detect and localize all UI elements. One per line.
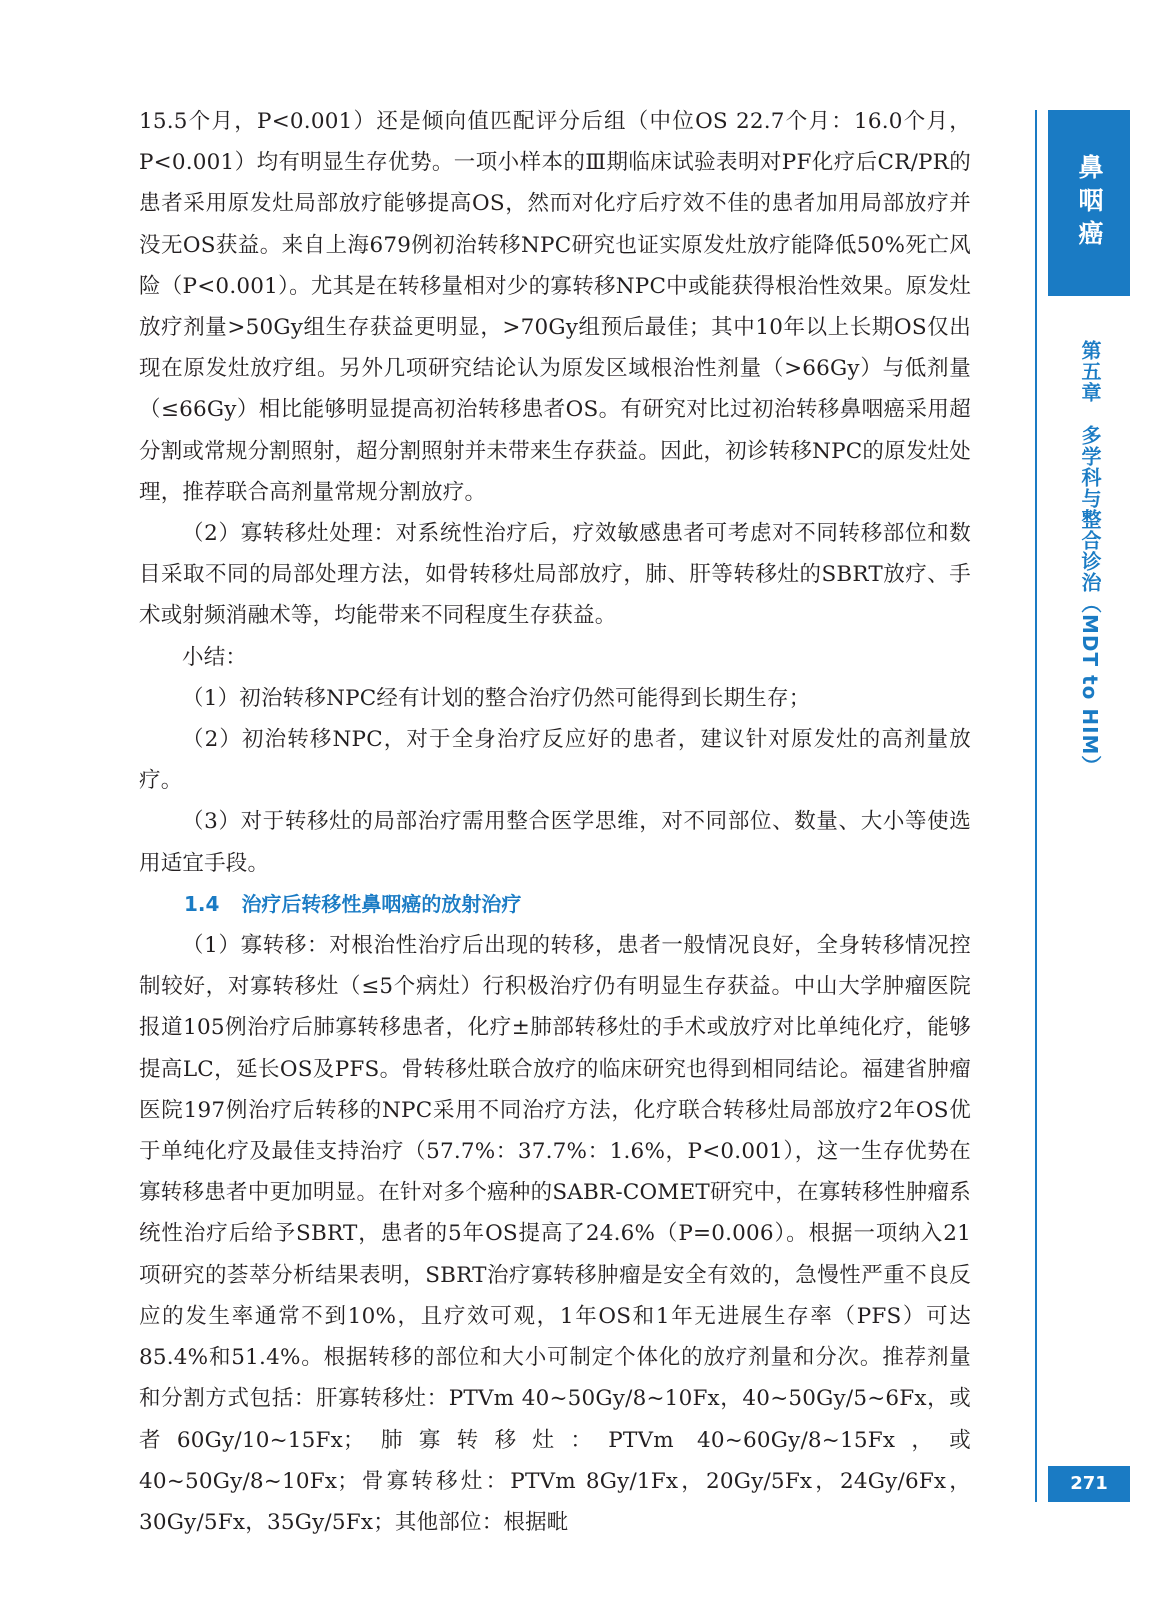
page-body [139,101,971,1543]
chapter-number: 第五章 [1078,340,1102,403]
book-title: 鼻咽癌 [1075,153,1104,253]
chapter-title: 多学科与整合诊治（MDT to HIM） [1078,425,1102,777]
body-paragraph: （2）寡转移灶处理：对系统性治疗后，疗效敏感患者可考虑对不同转移部位和数目采取不同的局部处理方法，如骨转移灶局部放疗，肺、肝等转移灶的SBRT放疗、手术或射频消融术等，均能带来不同程度生存获益。 [139,521,971,629]
body-paragraph: 15.5个月，P<0.001）还是倾向值匹配评分后组（中位OS 22.7个月：16.0个月，P<0.001）均有明显生存优势。一项小样本的Ⅲ期临床试验表明对PF化疗后CR/PR的患者采用原发灶局部放疗能够提高OS，然而对化疗后疗效不佳的患者加用局部放疗并没无OS获益。来自上海679例初治转移NPC研究也证实原发灶放疗能降低50%死亡风险（P<0.001）。尤其是在转移量相对少的寡转移NPC中或能获得根治性效果。原发灶放疗剂量>50Gy组生存获益更明显，>70Gy组预后最佳；其中10年以上长期OS仅出现在原发灶放疗组。另外几项研究结论认为原发区域根治性剂量（>66Gy）与低剂量（≤66Gy）相比能够明显提高初治转移患者OS。有研究对比过初治转移鼻咽癌采用超分割或常规分割照射，超分割照射并未带来生存获益。因此，初诊转移NPC的原发灶处理，推荐联合高剂量常规分割放疗。 [139,109,971,505]
section-heading [139,884,971,925]
body-paragraph: （1）寡转移：对根治性治疗后出现的转移，患者一般情况良好，全身转移情况控制较好，对寡转移灶（≤5个病灶）行积极治疗仍有明显生存获益。中山大学肿瘤医院报道105例治疗后肺寡转移患者，化疗±肺部转移灶的手术或放疗对比单纯化疗，能够提高LC，延长OS及PFS。骨转移灶联合放疗的临床研究也得到相同结论。福建省肿瘤医院197例治疗后转移的NPC采用不同治疗方法，化疗联合转移灶局部放疗2年OS优于单纯化疗及最佳支持治疗（57.7%：37.7%：1.6%，P<0.001），这一生存优势在寡转移患者中更加明显。在针对多个癌种的SABR-COMET研究中，在寡转移性肿瘤系统性治疗后给予SBRT，患者的5年OS提高了24.6%（P=0.006）。根据一项纳入21项研究的荟萃分析结果表明，SBRT治疗寡转移肿瘤是安全有效的，急慢性严重不良反应的发生率通常不到10%，且疗效可观，1年OS和1年无进展生存率（PFS）可达85.4%和51.4%。根据转移的部位和大小可制定个体化的放疗剂量和分次。推荐剂量和分割方式包括：肝寡转移灶：PTVm 40~50Gy/8~10Fx，40~50Gy/5~6Fx，或者60Gy/10~15Fx；肺寡转移灶：PTVm 40~60Gy/8~15Fx，或40~50Gy/8~10Fx；骨寡转移灶：PTVm 8Gy/1Fx，20Gy/5Fx，24Gy/6Fx，30Gy/5Fx，35Gy/5Fx；其他部位：根据毗 [139,933,971,1535]
summary-item: （2）初治转移NPC，对于全身治疗反应好的患者，建议针对原发灶的高剂量放疗。 [139,727,971,794]
summary-item: （1）初治转移NPC经有计划的整合治疗仍然可能得到长期生存； [182,685,811,711]
summary-item: （3）对于转移灶的局部治疗需用整合医学思维，对不同部位、数量、大小等使选用适宜手段。 [139,809,971,876]
section-number: 1.4 [184,891,220,916]
page-number: 271 [1048,1466,1130,1502]
chapter-label [1076,340,1105,776]
margin-rule [1035,110,1037,1502]
book-title-tab [1048,110,1130,296]
section-title: 治疗后转移性鼻咽癌的放射治疗 [241,891,522,916]
summary-heading: 小结： [182,644,248,670]
